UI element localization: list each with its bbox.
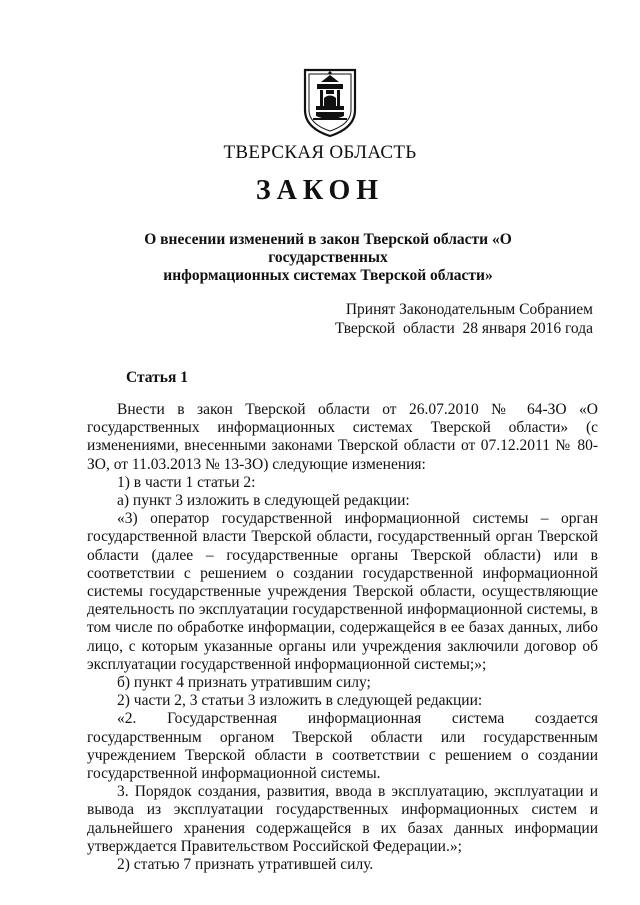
paragraph: «2. Государственная информационная система создается государственным органом Тверской области или государственным учреждением Тверской области в соответствии с решением о создании государственной информационной системы.	[87, 710, 598, 783]
adoption-note	[335, 300, 593, 338]
law-subject-line: информационных системах Тверской области»	[163, 267, 493, 284]
adoption-line: Тверской области 28 января 2016 года	[335, 320, 593, 337]
article-heading: Статья 1	[126, 369, 188, 386]
document-type-heading: ЗАКОН	[255, 175, 385, 206]
law-subject	[88, 231, 568, 285]
region-name: ТВЕРСКАЯ ОБЛАСТЬ	[223, 142, 417, 163]
paragraph: «3) оператор государственной информационной системы – орган государственной власти Тверской области, государственный орган Тверской области (далее – государственные органы Тверской области) или в соответствии с решением о создании государственной информационной системы государственные учреждения Тверской области, осуществляющие деятельность по эксплуатации государственной информационной системы, в том числе по обработке информации, содержащейся в ее базах данных, либо лицо, с которым указанные органы или учреждения заключили договор об эксплуатации государственной информационной системы;»;	[87, 510, 598, 673]
paragraph: 3. Порядок создания, развития, ввода в эксплуатацию, эксплуатации и вывода из эксплуатации государственных информационных систем и дальнейшего хранения содержащейся в их базах данных информации утверждается Правительством Российской Федерации.»;	[87, 783, 598, 855]
article-body	[87, 401, 598, 874]
law-subject-line: О внесении изменений в закон Тверской области «О государственных	[144, 231, 512, 266]
paragraph: б) пункт 4 признать утратившим силу;	[117, 674, 371, 692]
adoption-line: Принят Законодательным Собранием	[345, 301, 593, 318]
paragraph: 1) в части 1 статьи 2:	[117, 473, 256, 491]
paragraph: 2) статью 7 признать утратившей силу.	[117, 856, 374, 874]
paragraph: 2) части 2, 3 статьи 3 изложить в следующей редакции:	[117, 692, 483, 710]
paragraph: а) пункт 3 изложить в следующей редакции:	[117, 492, 410, 510]
coat-of-arms-icon	[301, 66, 359, 138]
paragraph: Внести в закон Тверской области от 26.07.2010 № 64-ЗО «О государственных информационных системах Тверской области» (с изменениями, внесенными законами Тверской области от 07.12.2011 № 80-ЗО, от 11.03.2013 № 13-ЗО) следующие изменения:	[87, 401, 598, 473]
